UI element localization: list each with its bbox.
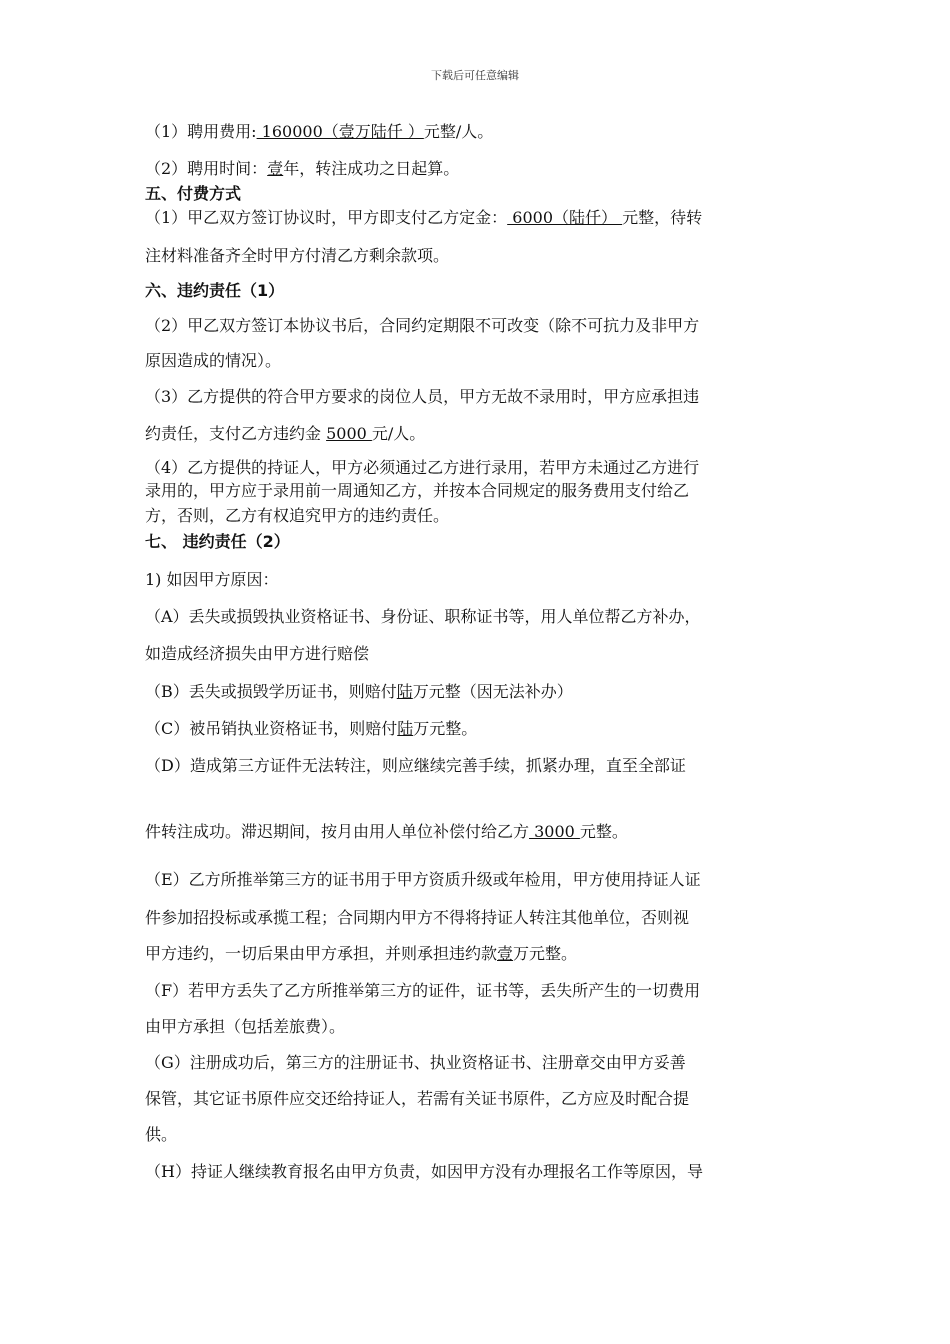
text-run: 万元整（因无法补办）: [412, 682, 573, 701]
text-run: （2）聘用时间：: [145, 159, 268, 178]
text-run: 录用的，甲方应于录用前一周通知乙方，并按本合同规定的服务费用支付给乙: [145, 481, 690, 500]
text-run: 注材料准备齐全时甲方付清乙方剩余款项。: [145, 246, 450, 265]
text-run: 件参加招投标或承揽工程；合同期内甲方不得将持证人转注其他单位，否则视: [145, 908, 690, 927]
paragraph-line: [145, 570, 279, 590]
underlined-value: 160000（壹万陆仟 ）: [256, 122, 424, 141]
text-run: （A）丢失或损毁执业资格证书、身份证、职称证书等，用人单位帮乙方补办，: [145, 607, 701, 626]
text-run: 六、违约责任（1）: [145, 281, 285, 300]
text-run: 年，转注成功之日起算。: [283, 159, 460, 178]
text-run: 供。: [145, 1125, 178, 1144]
paragraph-line: [145, 316, 699, 336]
paragraph-line: [145, 870, 701, 890]
text-run: 万元整。: [513, 944, 578, 963]
paragraph-line: [145, 644, 369, 664]
text-run: 元整/人。: [423, 122, 494, 141]
text-run: 元整。: [579, 822, 628, 841]
underlined-value: 壹: [497, 944, 514, 963]
paragraph-line: [145, 1089, 689, 1109]
paragraph-line: [145, 908, 689, 928]
text-run: 元/人。: [371, 424, 426, 443]
paragraph-line: [145, 1125, 177, 1145]
underlined-value: 陆: [397, 719, 414, 738]
text-run: （1）聘用费用:: [145, 122, 257, 141]
text-run: 万元整。: [413, 719, 478, 738]
text-run: （4）乙方提供的持证人，甲方必须通过乙方进行录用，若甲方未通过乙方进行: [145, 458, 700, 477]
paragraph-line: [145, 208, 702, 228]
paragraph-line: [145, 424, 425, 444]
underlined-value: 5000: [326, 424, 372, 443]
text-run: 五、付费方式: [145, 184, 242, 203]
paragraph-line: [145, 682, 573, 702]
underlined-value: 壹: [267, 159, 284, 178]
paragraph-line: [145, 719, 477, 739]
text-run: 约责任，支付乙方违约金: [145, 424, 327, 443]
underlined-value: 3000: [529, 822, 580, 841]
text-run: （2）甲乙双方签订本协议书后，合同约定期限不可改变（除不可抗力及非甲方: [145, 316, 700, 335]
text-run: 方，否则，乙方有权追究甲方的违约责任。: [145, 506, 450, 525]
paragraph-line: [145, 506, 449, 526]
text-run: 件转注成功。滞迟期间，按月由用人单位补偿付给乙方: [145, 822, 530, 841]
paragraph-line: [145, 246, 449, 266]
paragraph-line: [145, 1162, 703, 1182]
text-run: 七、 违约责任（2）: [145, 532, 290, 551]
paragraph-line: [145, 944, 577, 964]
text-run: （E）乙方所推举第三方的证书用于甲方资质升级或年检用，甲方使用持证人证: [145, 870, 701, 889]
text-run: 甲方违约，一切后果由甲方承担，并则承担违约款: [145, 944, 498, 963]
section-heading: [145, 532, 290, 552]
page-header: 下载后可任意编辑: [431, 69, 519, 82]
paragraph-line: [145, 481, 689, 501]
paragraph-line: [145, 387, 699, 407]
paragraph-line: [145, 351, 281, 371]
text-run: 如造成经济损失由甲方进行赔偿: [145, 644, 370, 663]
paragraph-line: [145, 756, 686, 776]
paragraph-line: [145, 1017, 345, 1037]
text-run: （G）注册成功后，第三方的注册证书、执业资格证书、注册章交由甲方妥善: [145, 1053, 686, 1072]
section-heading: [145, 281, 284, 301]
text-run: （C）被吊销执业资格证书，则赔付: [145, 719, 398, 738]
text-run: （H）持证人继续教育报名由甲方负责，如因甲方没有办理报名工作等原因，导: [145, 1162, 703, 1181]
underlined-value: 6000（陆仟）: [507, 208, 623, 227]
text-run: （B）丢失或损毁学历证书，则赔付: [145, 682, 397, 701]
text-run: 保管，其它证书原件应交还给持证人，若需有关证书原件，乙方应及时配合提: [145, 1089, 690, 1108]
paragraph-line: [145, 822, 628, 842]
text-run: 1) 如因甲方原因：: [145, 570, 279, 589]
text-run: 元整，待转: [622, 208, 703, 227]
paragraph-line: [145, 1053, 686, 1073]
text-run: 原因造成的情况）。: [145, 351, 282, 370]
paragraph-line: [145, 981, 700, 1001]
paragraph-line: [145, 607, 701, 627]
section-heading: [145, 184, 241, 204]
paragraph-line: [145, 159, 459, 179]
paragraph-line: [145, 122, 493, 142]
text-run: （F）若甲方丢失了乙方所推举第三方的证件，证书等，丢失所产生的一切费用: [145, 981, 701, 1000]
text-run: 由甲方承担（包括差旅费）。: [145, 1017, 346, 1036]
text-run: （3）乙方提供的符合甲方要求的岗位人员，甲方无故不录用时，甲方应承担违: [145, 387, 700, 406]
paragraph-line: [145, 458, 699, 478]
underlined-value: 陆: [396, 682, 413, 701]
text-run: （D）造成第三方证件无法转注，则应继续完善手续，抓紧办理，直至全部证: [145, 756, 686, 775]
text-run: （1）甲乙双方签订协议时，甲方即支付乙方定金：: [145, 208, 508, 227]
